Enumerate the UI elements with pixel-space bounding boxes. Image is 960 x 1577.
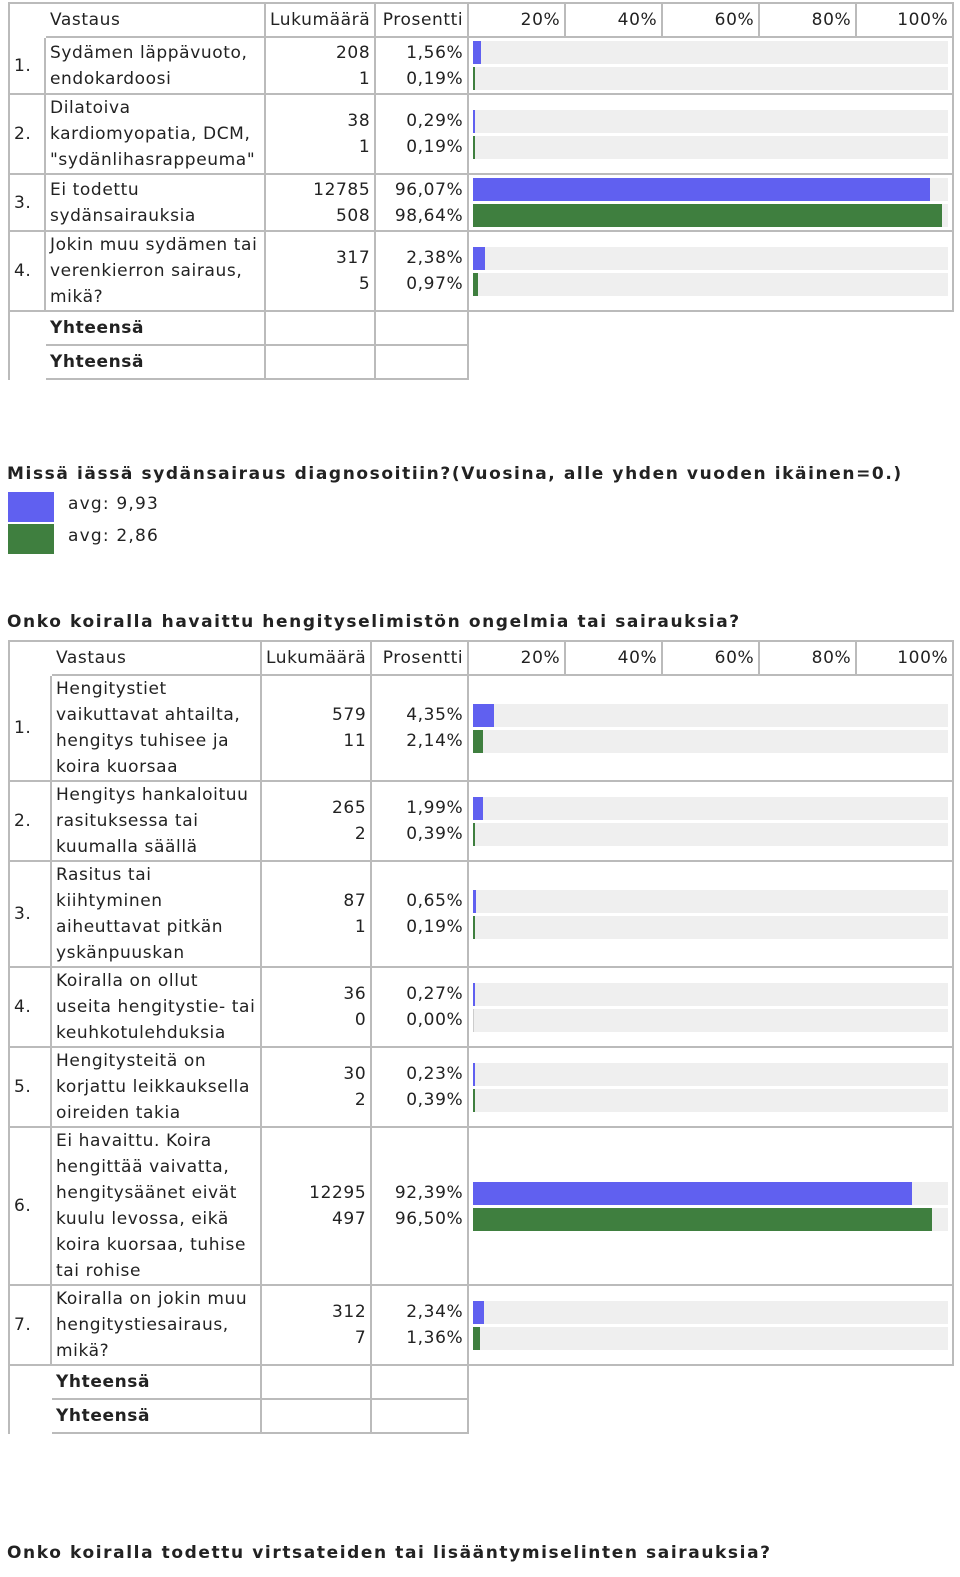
total-percent bbox=[372, 1366, 469, 1400]
answer-row bbox=[10, 862, 954, 968]
bar-track bbox=[473, 41, 948, 64]
bar-series-b bbox=[473, 67, 475, 90]
bar-series-b bbox=[473, 1089, 475, 1112]
answer-text: Rasitus tai kiihtyminen aiheuttavat pitkän yskänpuuskan bbox=[52, 862, 262, 968]
avg-value-a: avg: 9,93 bbox=[68, 494, 160, 514]
bar-track bbox=[473, 67, 948, 90]
total-row bbox=[10, 312, 954, 346]
percent-cell bbox=[372, 968, 469, 1048]
bar-track bbox=[473, 178, 948, 201]
row-number: 4. bbox=[10, 968, 52, 1048]
percent-cell bbox=[376, 175, 469, 232]
percent-value-b: 0,19% bbox=[406, 917, 464, 937]
percent-cell bbox=[372, 676, 469, 782]
bar-track bbox=[473, 273, 948, 296]
row-number: 1. bbox=[10, 676, 52, 782]
legend-swatch-green bbox=[8, 524, 54, 554]
total-row bbox=[10, 346, 954, 380]
total-percent bbox=[372, 1400, 469, 1434]
percent-cell bbox=[376, 95, 469, 175]
bar-series-b bbox=[473, 136, 475, 159]
total-label: Yhteensä bbox=[52, 1400, 262, 1434]
table-header-row bbox=[10, 642, 954, 676]
answer-text: Hengitystiet vaikuttavat ahtailta, hengitys tuhisee ja koira kuorsaa bbox=[52, 676, 262, 782]
count-value-b: 5 bbox=[358, 274, 371, 294]
count-value-a: 12295 bbox=[309, 1183, 367, 1203]
respiratory-question-title: Onko koiralla havaittu hengityselimistön ongelmia tai sairauksia? bbox=[7, 612, 741, 632]
bar-series-a bbox=[473, 178, 929, 201]
bar-cell bbox=[469, 862, 954, 968]
bar-series-a bbox=[473, 704, 494, 727]
bar-track bbox=[473, 1327, 948, 1350]
bar-series-b bbox=[473, 1327, 479, 1350]
count-value-b: 11 bbox=[343, 731, 367, 751]
row-number: 4. bbox=[10, 232, 46, 312]
percent-cell bbox=[372, 862, 469, 968]
blank-cell bbox=[469, 1366, 954, 1400]
bar-series-a bbox=[473, 1182, 912, 1205]
row-number: 5. bbox=[10, 1048, 52, 1128]
count-cell bbox=[262, 1048, 372, 1128]
count-cell bbox=[262, 968, 372, 1048]
percent-value-a: 1,99% bbox=[406, 798, 464, 818]
percent-value-b: 1,36% bbox=[406, 1328, 464, 1348]
bar-track bbox=[473, 730, 948, 753]
row-number: 7. bbox=[10, 1286, 52, 1366]
count-cell bbox=[262, 782, 372, 862]
count-cell bbox=[262, 1286, 372, 1366]
count-cell bbox=[262, 1128, 372, 1286]
answer-text: Koiralla on jokin muu hengitystiesairaus, mikä? bbox=[52, 1286, 262, 1366]
percent-cell bbox=[376, 38, 469, 95]
bar-track bbox=[473, 1301, 948, 1324]
bar-series-a bbox=[473, 1063, 475, 1086]
bar-track bbox=[473, 1009, 948, 1032]
percent-value-b: 0,19% bbox=[406, 68, 464, 89]
bar-cell bbox=[469, 1048, 954, 1128]
count-value-b: 1 bbox=[358, 68, 371, 89]
bar-cell bbox=[469, 232, 954, 312]
bar-series-a bbox=[473, 890, 476, 913]
percent-value-b: 96,50% bbox=[394, 1209, 464, 1229]
bar-track bbox=[473, 890, 948, 913]
scale-label: 40% bbox=[566, 642, 663, 676]
answer-text: Jokin muu sydämen tai verenkierron sairaus, mikä? bbox=[46, 232, 266, 312]
percent-value-b: 2,14% bbox=[406, 731, 464, 751]
count-value-a: 265 bbox=[332, 798, 367, 818]
total-percent bbox=[376, 312, 469, 346]
percent-value-a: 2,34% bbox=[406, 1302, 464, 1322]
count-value-b: 7 bbox=[354, 1328, 367, 1348]
legend-swatch-blue bbox=[8, 492, 54, 522]
header-answer: Vastaus bbox=[52, 642, 262, 676]
total-row bbox=[10, 1400, 954, 1434]
bar-series-a bbox=[473, 1301, 484, 1324]
scale-label: 20% bbox=[469, 642, 566, 676]
bar-track bbox=[473, 247, 948, 270]
header-count: Lukumäärä bbox=[262, 642, 372, 676]
bar-track bbox=[473, 797, 948, 820]
header-answer: Vastaus bbox=[46, 4, 266, 38]
percent-cell bbox=[372, 1286, 469, 1366]
answer-text: Hengitys hankaloituu rasituksessa tai kuumalla säällä bbox=[52, 782, 262, 862]
answer-row bbox=[10, 782, 954, 862]
count-value-a: 30 bbox=[343, 1064, 367, 1084]
count-value-b: 2 bbox=[354, 824, 367, 844]
bar-cell bbox=[469, 95, 954, 175]
bar-track bbox=[473, 110, 948, 133]
percent-value-a: 0,23% bbox=[406, 1064, 464, 1084]
count-cell bbox=[266, 232, 376, 312]
count-value-a: 312 bbox=[332, 1302, 367, 1322]
scale-label: 100% bbox=[857, 642, 954, 676]
answer-text: Ei todettu sydänsairauksia bbox=[46, 175, 266, 232]
percent-value-a: 92,39% bbox=[394, 1183, 464, 1203]
scale-label: 60% bbox=[663, 642, 760, 676]
total-count bbox=[266, 312, 376, 346]
bar-series-a bbox=[473, 110, 475, 133]
percent-value-a: 1,56% bbox=[406, 42, 464, 63]
bar-track bbox=[473, 983, 948, 1006]
scale-label: 20% bbox=[469, 4, 566, 38]
header-percent: Prosentti bbox=[376, 4, 469, 38]
bar-series-b bbox=[473, 823, 475, 846]
bar-series-b bbox=[473, 273, 478, 296]
bar-track bbox=[473, 916, 948, 939]
percent-value-b: 0,39% bbox=[406, 1090, 464, 1110]
bar-cell bbox=[469, 676, 954, 782]
heart-disease-table bbox=[8, 2, 954, 380]
table-header-row bbox=[10, 4, 954, 38]
scale-label: 80% bbox=[760, 642, 857, 676]
percent-value-b: 0,39% bbox=[406, 824, 464, 844]
answer-row bbox=[10, 1048, 954, 1128]
percent-value-b: 0,00% bbox=[406, 1010, 464, 1030]
percent-value-b: 0,97% bbox=[406, 274, 464, 294]
count-value-a: 87 bbox=[343, 891, 367, 911]
bar-series-a bbox=[473, 797, 482, 820]
blank-cell bbox=[10, 346, 46, 380]
answer-text: Hengitysteitä on korjattu leikkauksella oireiden takia bbox=[52, 1048, 262, 1128]
answer-row bbox=[10, 232, 954, 312]
percent-cell bbox=[372, 1128, 469, 1286]
row-number: 6. bbox=[10, 1128, 52, 1286]
bar-track bbox=[473, 823, 948, 846]
count-value-a: 208 bbox=[336, 42, 371, 63]
percent-cell bbox=[372, 782, 469, 862]
bar-track bbox=[473, 1089, 948, 1112]
total-percent bbox=[376, 346, 469, 380]
bar-track bbox=[473, 1182, 948, 1205]
scale-label: 100% bbox=[857, 4, 954, 38]
row-number: 3. bbox=[10, 862, 52, 968]
total-label: Yhteensä bbox=[46, 346, 266, 380]
count-cell bbox=[266, 95, 376, 175]
bar-series-a bbox=[473, 41, 480, 64]
percent-value-a: 0,65% bbox=[406, 891, 464, 911]
bar-series-b bbox=[473, 1208, 931, 1231]
answer-row bbox=[10, 38, 954, 95]
blank-cell bbox=[10, 312, 46, 346]
header-index-cell bbox=[10, 642, 52, 676]
scale-label: 40% bbox=[566, 4, 663, 38]
percent-cell bbox=[376, 232, 469, 312]
bar-cell bbox=[469, 1286, 954, 1366]
percent-value-a: 2,38% bbox=[406, 248, 464, 268]
bar-cell bbox=[469, 38, 954, 95]
bar-series-b bbox=[473, 1009, 474, 1032]
bar-track bbox=[473, 1208, 948, 1231]
total-row bbox=[10, 1366, 954, 1400]
blank-cell bbox=[469, 346, 954, 380]
count-value-a: 36 bbox=[343, 984, 367, 1004]
total-count bbox=[262, 1400, 372, 1434]
count-value-b: 0 bbox=[354, 1010, 367, 1030]
count-cell bbox=[262, 676, 372, 782]
count-value-a: 38 bbox=[347, 111, 371, 131]
bar-track bbox=[473, 704, 948, 727]
percent-value-b: 98,64% bbox=[394, 205, 464, 226]
header-index-cell bbox=[10, 4, 46, 38]
total-label: Yhteensä bbox=[52, 1366, 262, 1400]
bar-series-b bbox=[473, 916, 475, 939]
blank-cell bbox=[469, 1400, 954, 1434]
answer-text: Ei havaittu. Koira hengittää vaivatta, hengitysäänet eivät kuulu levossa, eikä koira kuorsaa, tuhise tai rohise bbox=[52, 1128, 262, 1286]
count-cell bbox=[266, 38, 376, 95]
percent-value-a: 0,27% bbox=[406, 984, 464, 1004]
answer-text: Sydämen läppävuoto, endokardoosi bbox=[46, 38, 266, 95]
percent-value-a: 96,07% bbox=[394, 179, 464, 200]
blank-cell bbox=[469, 312, 954, 346]
respiratory-table bbox=[8, 640, 954, 1434]
blank-cell bbox=[10, 1366, 52, 1400]
count-value-a: 317 bbox=[336, 248, 371, 268]
age-question-title: Missä iässä sydänsairaus diagnosoitiin?(Vuosina, alle yhden vuoden ikäinen=0.) bbox=[7, 464, 903, 484]
bar-series-b bbox=[473, 730, 483, 753]
total-label: Yhteensä bbox=[46, 312, 266, 346]
answer-text: Koiralla on ollut useita hengitystie- tai keuhkotulehduksia bbox=[52, 968, 262, 1048]
answer-row bbox=[10, 95, 954, 175]
blank-cell bbox=[10, 1400, 52, 1434]
percent-value-a: 4,35% bbox=[406, 705, 464, 725]
row-number: 2. bbox=[10, 95, 46, 175]
row-number: 3. bbox=[10, 175, 46, 232]
header-count: Lukumäärä bbox=[266, 4, 376, 38]
bar-track bbox=[473, 136, 948, 159]
row-number: 2. bbox=[10, 782, 52, 862]
total-count bbox=[262, 1366, 372, 1400]
answer-row bbox=[10, 175, 954, 232]
count-value-a: 12785 bbox=[313, 179, 371, 200]
count-value-a: 579 bbox=[332, 705, 367, 725]
total-count bbox=[266, 346, 376, 380]
count-cell bbox=[262, 862, 372, 968]
answer-row bbox=[10, 1286, 954, 1366]
count-value-b: 497 bbox=[332, 1209, 367, 1229]
count-value-b: 2 bbox=[354, 1090, 367, 1110]
avg-value-b: avg: 2,86 bbox=[68, 526, 160, 546]
bar-cell bbox=[469, 1128, 954, 1286]
bar-cell bbox=[469, 782, 954, 862]
bar-series-a bbox=[473, 983, 475, 1006]
reproductive-question-title: Onko koiralla todettu virtsateiden tai lisääntymiselinten sairauksia? bbox=[7, 1543, 772, 1563]
answer-row bbox=[10, 676, 954, 782]
bar-track bbox=[473, 204, 948, 227]
scale-label: 60% bbox=[663, 4, 760, 38]
bar-track bbox=[473, 1063, 948, 1086]
scale-label: 80% bbox=[760, 4, 857, 38]
count-value-b: 1 bbox=[358, 137, 371, 157]
count-value-b: 508 bbox=[336, 205, 371, 226]
header-percent: Prosentti bbox=[372, 642, 469, 676]
percent-value-b: 0,19% bbox=[406, 137, 464, 157]
percent-cell bbox=[372, 1048, 469, 1128]
answer-row bbox=[10, 968, 954, 1048]
percent-value-a: 0,29% bbox=[406, 111, 464, 131]
bar-series-a bbox=[473, 247, 484, 270]
bar-cell bbox=[469, 968, 954, 1048]
bar-series-b bbox=[473, 204, 942, 227]
count-value-b: 1 bbox=[354, 917, 367, 937]
count-cell bbox=[266, 175, 376, 232]
bar-cell bbox=[469, 175, 954, 232]
answer-row bbox=[10, 1128, 954, 1286]
answer-text: Dilatoiva kardiomyopatia, DCM, "sydänlihasrappeuma" bbox=[46, 95, 266, 175]
row-number: 1. bbox=[10, 38, 46, 95]
